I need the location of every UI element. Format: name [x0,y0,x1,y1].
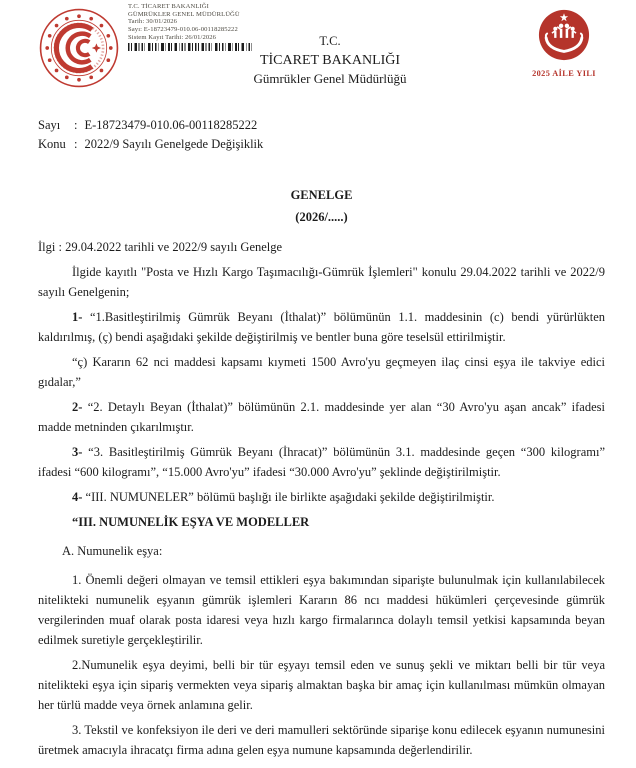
item-2-text: “2. Detaylı Beyan (İthalat)” bölümünün 2.1. maddesinde yer alan “30 Avro'yu aşan ancak” ifadesi madde metninden çıkarılmıştır. [38,400,605,434]
family-year-icon [537,8,591,62]
title-number: (2026/.....) [295,210,348,224]
item-1-number: 1- [72,310,83,324]
paragraph-item-2 [38,397,605,437]
stamp-line-date: Tarih: 30/01/2026 [128,18,178,26]
item-3-number: 3- [72,445,83,459]
paragraph-item-c: “ç) Kararın 62 nci maddesi kapsamı kıymeti 1500 Avro'yu geçmeyen ilaç cinsi eşya ile takviye edici gıdalar,” [38,355,605,389]
paragraph-numune-3: 3. Tekstil ve konfeksiyon ile deri ve deri mamulleri sektöründe siparişe konu edilecek eşyanın numunesini üretmek amacıyla ihracatçı firma adına gelen eşya numune kapsamında değerlendirilir. [38,723,605,757]
konu-colon: : [74,137,78,151]
letterhead-ministry: TİCARET BAKANLIĞI [259,52,401,68]
meta-sayi-row [38,116,605,135]
section-heading: “III. NUMUNELİK EŞYA VE MODELLER [72,515,310,529]
stamp-line-system-date: Sistem Kayıt Tarihi: 26/01/2026 [128,33,217,41]
sayi-colon: : [74,118,78,132]
konu-value: 2022/9 Sayılı Genelgede Değişiklik [84,137,264,151]
paragraph-item-3 [38,442,605,482]
paragraph-item-1 [38,307,605,347]
item-3-text: “3. Basitleştirilmiş Gümrük Beyanı (İhracat)” bölümünün 3.1. maddesinde geçen “300 kilogramı” ifadesi “600 kilogramı”, “15.000 Avro'yu” ifadesi “30.000 Avro'yu” şeklinde değiştirilmiştir. [38,445,605,479]
letterhead-tc: T.C. [319,34,341,48]
paragraph-intro: İlgide kayıtlı "Posta ve Hızlı Kargo Taşımacılığı-Gümrük İşlemleri" konulu 29.04.2022 tarihli ve 2022/9 sayılı Genelgenin; [38,265,605,299]
letterhead-directorate: Gümrükler Genel Müdürlüğü [253,71,407,87]
stamp-line-directorate: GÜMRÜKLER GENEL MÜDÜRLÜĞÜ [128,10,240,18]
item-2-number: 2- [72,400,83,414]
sayi-value: E-18723479-010.06-00118285222 [84,118,258,132]
konu-label: Konu [38,137,66,151]
family-year-caption: 2025 AİLE YILI [532,69,596,78]
paragraph-item-4 [38,487,605,507]
paragraph-numune-1: 1. Önemli değeri olmayan ve temsil ettikleri eşya bakımından siparişte bulunulmak için kullanılabilecek nitelikteki numunelik eşyanın gümrük işlemleri Kararın 86 ncı maddesi hükümleri çerçevesinde gümrük vergilerinden muaf olarak posta idaresi veya hızlı kargo firmalarınca dolaylı temsil yetkisi kapsamında beyan edilmek suretiyle gerçekleştirilir. [38,573,605,647]
meta-konu-row [38,135,605,154]
family-year-emblem [531,8,597,78]
sub-heading: A. Numunelik eşya: [62,544,163,558]
reference-line: İlgi : 29.04.2022 tarihli ve 2022/9 sayılı Genelge [38,240,283,254]
paragraph-numune-2: 2.Numunelik eşya deyimi, belli bir tür eşyayı temsil eden ve sunuş şekli ve miktarı belli bir tür veya nitelikteki eşya için sipariş vermekten veya sipariş almaktan başka bir amaç için kullanılması mümkün olmayan her türlü madde veya örnek anlamına gelir. [38,658,605,712]
stamp-line-number: Sayı: E-18723479-010.06-00118285222 [128,26,238,34]
title-genelge: GENELGE [290,188,353,202]
document-body [38,102,605,765]
document-meta [38,116,605,154]
ministry-of-trade-emblem-icon [38,7,120,89]
item-4-text: “III. NUMUNELER” bölümü başlığı ile birlikte aşağıdaki şekilde değiştirilmiştir. [82,490,495,504]
item-4-number: 4- [72,490,83,504]
item-1-text: “1.Basitleştirilmiş Gümrük Beyanı (İthalat)” bölümünün 1.1. maddesinin (c) bendi yürürlükten kaldırılmış, (ç) bendi aşağıdaki şekilde değiştirilmiş ve bentler buna göre teselsül ettirilmiştir. [38,310,605,344]
document-title [38,185,605,228]
stamp-line-ministry: T.C. TİCARET BAKANLIĞI [128,3,209,10]
letterhead [205,35,455,86]
document-header [0,0,636,102]
sayi-label: Sayı [38,118,61,132]
